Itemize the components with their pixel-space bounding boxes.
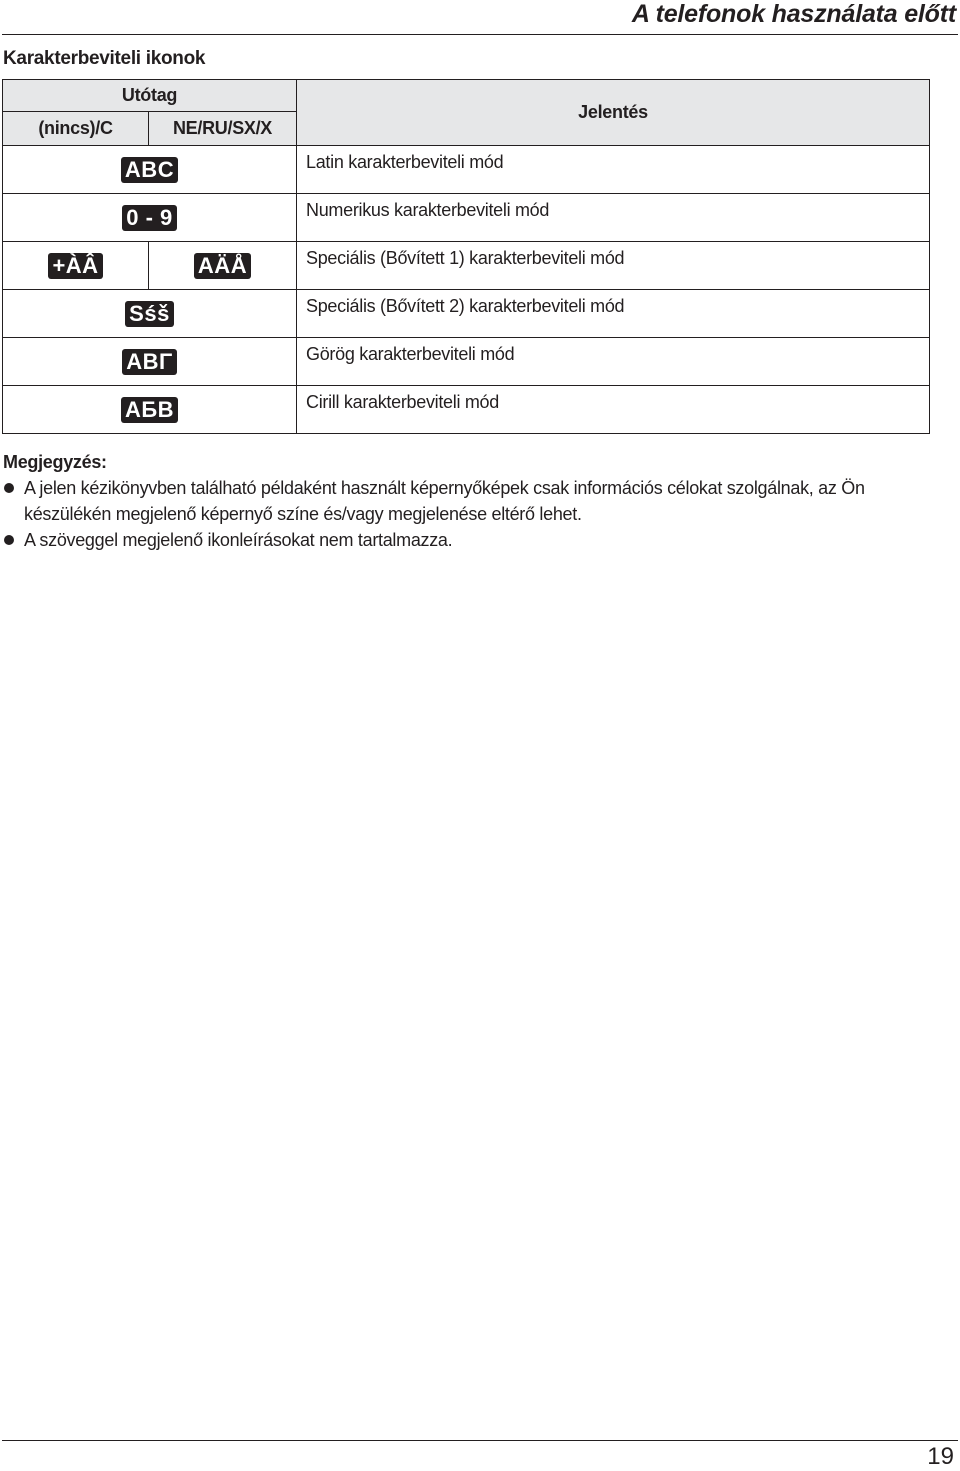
meaning-text: Cirill karakterbeviteli mód — [306, 392, 499, 412]
extended-1-regional-mode-icon: AÄÅ — [194, 253, 251, 279]
page-header — [2, 0, 958, 35]
icon-cell — [3, 146, 297, 194]
notes-title: Megjegyzés: — [3, 452, 107, 472]
note-item — [3, 475, 933, 527]
meaning-text: Speciális (Bővített 2) karakterbeviteli mód — [306, 296, 625, 316]
meaning-cell — [297, 194, 930, 242]
meaning-cell — [297, 386, 930, 434]
page-title: A telefonok használata előtt — [631, 0, 956, 28]
meaning-cell — [297, 338, 930, 386]
meaning-header: Jelentés — [297, 80, 930, 146]
bullet-icon — [4, 535, 14, 545]
table-row — [3, 194, 930, 242]
extended-1-mode-icon: +ÀÂ — [48, 253, 102, 279]
latin-mode-icon: ABC — [121, 157, 178, 183]
meaning-cell — [297, 290, 930, 338]
suffix-header: Utótag — [3, 80, 297, 112]
character-input-icons-table — [2, 79, 930, 434]
table-row — [3, 338, 930, 386]
table-row — [3, 242, 930, 290]
icon-cell — [3, 194, 297, 242]
note-text: A szöveggel megjelenő ikonleírásokat nem tartalmazza. — [24, 530, 453, 550]
icon-cell-regions — [149, 242, 297, 290]
meaning-text: Speciális (Bővített 1) karakterbeviteli mód — [306, 248, 625, 268]
section-title: Karakterbeviteli ikonok — [3, 48, 206, 69]
notes-section — [3, 452, 933, 553]
note-text: A jelen kézikönyvben található példaként használt képernyőképek csak információs célokat szolgálnak, az Ön készülékén megjelenő képernyő színe és/vagy megjelenése eltérő lehet. — [24, 478, 865, 524]
cyrillic-mode-icon: АБВ — [121, 397, 178, 423]
meaning-text: Görög karakterbeviteli mód — [306, 344, 515, 364]
page-number: 19 — [927, 1443, 954, 1470]
table-row — [3, 146, 930, 194]
meaning-text: Numerikus karakterbeviteli mód — [306, 200, 550, 220]
meaning-text: Latin karakterbeviteli mód — [306, 152, 504, 172]
bullet-icon — [4, 483, 14, 493]
numeric-mode-icon: 0 - 9 — [122, 205, 177, 231]
greek-mode-icon: ΑΒΓ — [122, 349, 177, 375]
note-item — [3, 527, 933, 553]
meaning-cell — [297, 146, 930, 194]
icon-cell — [3, 290, 297, 338]
table-row — [3, 386, 930, 434]
icon-cell — [3, 338, 297, 386]
extended-2-mode-icon: Sśš — [125, 301, 174, 327]
icon-cell-none-c — [3, 242, 149, 290]
icon-cell — [3, 386, 297, 434]
meaning-cell — [297, 242, 930, 290]
column-none-c-header: (nincs)/C — [3, 112, 149, 146]
table-row — [3, 290, 930, 338]
footer-divider — [2, 1440, 958, 1441]
table-header-row — [3, 80, 930, 112]
column-regions-header: NE/RU/SX/X — [149, 112, 297, 146]
